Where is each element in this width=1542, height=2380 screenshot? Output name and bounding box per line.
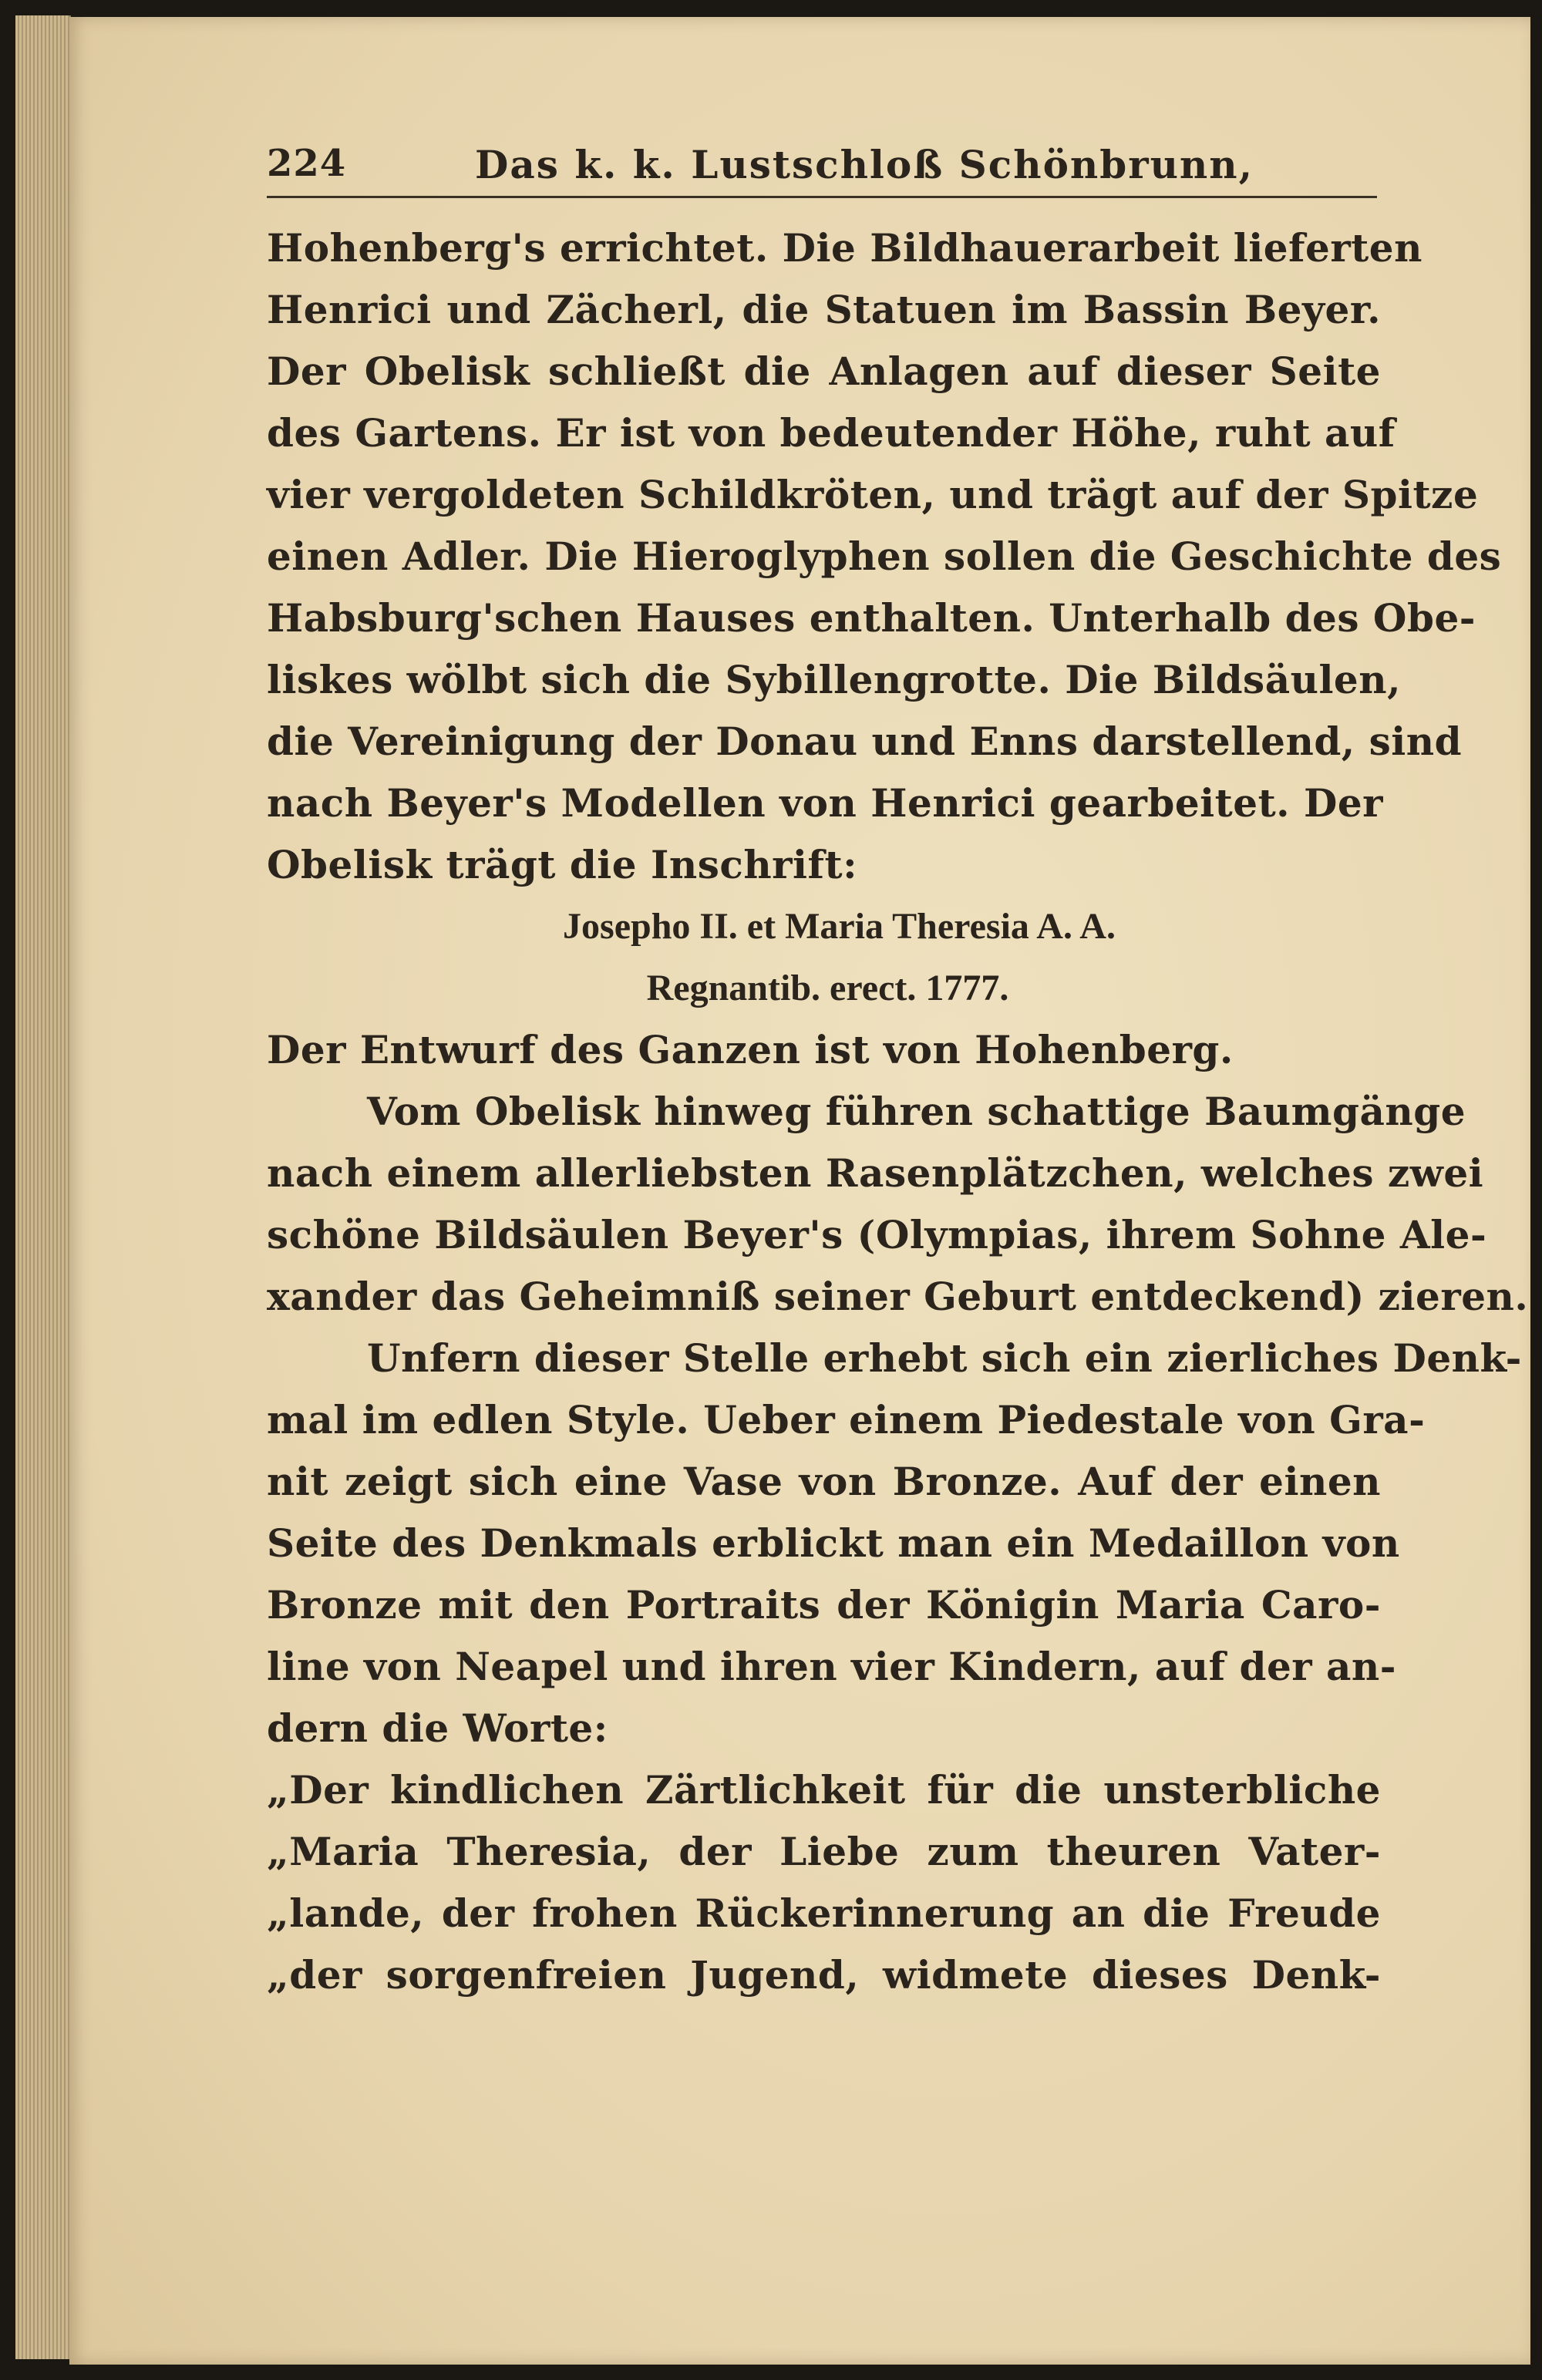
text-line: Bronze mit den Portraits der Königin Maria Caro-: [267, 1582, 1381, 1628]
quote-line: „der sorgenfreien Jugend, widmete dieses Denk-: [267, 1952, 1381, 1998]
page-number: 224: [267, 142, 347, 185]
text-line: die Vereinigung der Donau und Enns darstellend, sind: [267, 719, 1463, 764]
text-line: Henrici und Zächerl, die Statuen im Bassin Beyer.: [267, 287, 1381, 332]
text-line: schöne Bildsäulen Beyer's (Olympias, ihrem Sohne Ale-: [267, 1212, 1487, 1257]
text-line: liskes wölbt sich die Sybillengrotte. Die Bildsäulen,: [267, 657, 1402, 702]
quote-line: „Maria Theresia, der Liebe zum theuren Vater-: [267, 1829, 1381, 1874]
inscription-line: Regnantib. erect. 1777.: [646, 968, 1009, 1008]
text-line: Hohenberg's errichtet. Die Bildhauerarbeit lieferten: [267, 225, 1422, 271]
text-line: Vom Obelisk hinweg führen schattige Baumgänge: [367, 1089, 1466, 1134]
text-line: nach Beyer's Modellen von Henrici gearbeitet. Der: [267, 780, 1383, 826]
text-line: mal im edlen Style. Ueber einem Piedestale von Gra-: [267, 1397, 1426, 1442]
running-header: [267, 137, 1377, 199]
text-line: nach einem allerliebsten Rasenplätzchen, welches zwei: [267, 1150, 1484, 1196]
text-line: Unfern dieser Stelle erhebt sich ein zierliches Denk-: [367, 1335, 1522, 1381]
running-title: Das k. k. Lustschloß Schönbrunn,: [475, 142, 1254, 187]
text-line: vier vergoldeten Schildkröten, und trägt auf der Spitze: [267, 472, 1479, 517]
text-line: einen Adler. Die Hieroglyphen sollen die Geschichte des: [267, 534, 1502, 579]
text-line: Der Obelisk schließt die Anlagen auf dieser Seite: [267, 348, 1381, 394]
body-text: [267, 217, 1529, 2006]
text-line: Obelisk trägt die Inschrift:: [267, 842, 858, 887]
text-line: xander das Geheimniß seiner Geburt entdeckend) zieren.: [267, 1274, 1529, 1319]
quote-line: „Der kindlichen Zärtlichkeit für die unsterbliche: [267, 1767, 1381, 1813]
text-line: line von Neapel und ihren vier Kindern, auf der an-: [267, 1644, 1397, 1689]
page-edges: [15, 15, 71, 2359]
quote-line: „lande, der frohen Rückerinnerung an die Freude: [267, 1890, 1381, 1936]
text-line: Seite des Denkmals erblickt man ein Medaillon von: [267, 1520, 1400, 1566]
inscription-line: Josepho II. et Maria Theresia A. A.: [563, 906, 1116, 947]
text-line: des Gartens. Er ist von bedeutender Höhe, ruht auf: [267, 410, 1396, 456]
text-line: nit zeigt sich eine Vase von Bronze. Auf der einen: [267, 1459, 1381, 1504]
text-line: Der Entwurf des Ganzen ist von Hohenberg.: [267, 1027, 1234, 1072]
header-rule: [267, 196, 1377, 198]
text-line: dern die Worte:: [267, 1705, 608, 1751]
text-line: Habsburg'schen Hauses enthalten. Unterhalb des Obe-: [267, 595, 1476, 641]
